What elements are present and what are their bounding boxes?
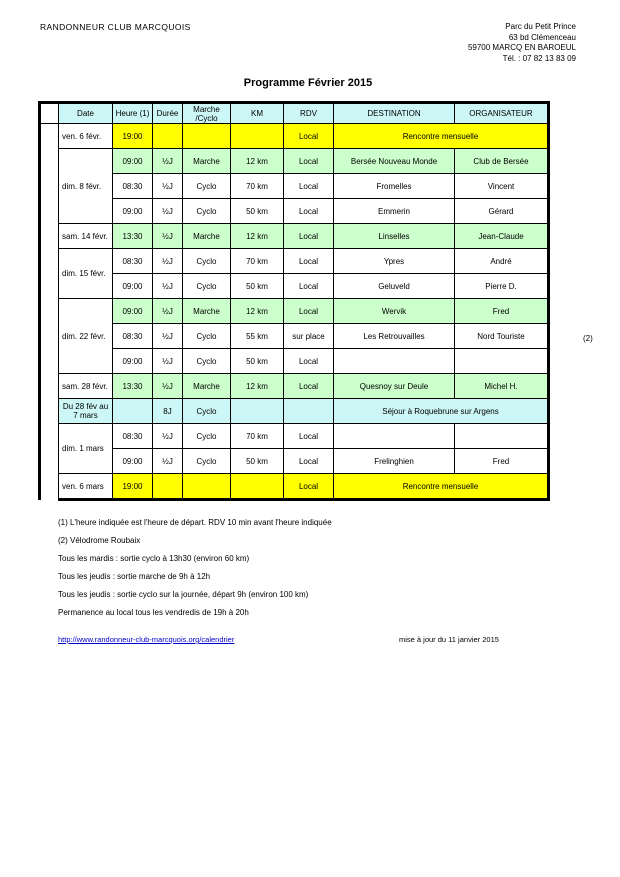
organisateur-cell: Nord Touriste — [455, 324, 549, 349]
program-table — [38, 101, 550, 501]
rdv-cell: Local — [284, 124, 334, 149]
organisateur-cell — [455, 424, 549, 449]
destination-cell: Linselles — [334, 224, 455, 249]
event-cell: Rencontre mensuelle — [334, 474, 549, 500]
destination-cell: Bersée Nouveau Monde — [334, 149, 455, 174]
organisateur-cell: Club de Bersée — [455, 149, 549, 174]
km-cell: 12 km — [231, 149, 284, 174]
duree-cell: ½J — [153, 174, 183, 199]
date-cell: dim. 8 févr. — [59, 149, 113, 224]
col-header-heure: Heure (1) — [113, 103, 153, 124]
table-row — [40, 449, 549, 474]
date-cell: ven. 6 mars — [59, 474, 113, 500]
table-row — [40, 324, 549, 349]
col-header-type: Marche /Cyclo — [183, 103, 231, 124]
date-cell: Du 28 fév au 7 mars — [59, 399, 113, 424]
table-row — [40, 249, 549, 274]
heure-cell: 19:00 — [113, 474, 153, 500]
note-line: Tous les mardis : sortie cyclo à 13h30 (environ 60 km) — [58, 554, 250, 563]
address-line: 59700 MARCQ EN BAROEUL — [467, 43, 576, 53]
address-line: 63 bd Clémenceau — [508, 32, 576, 42]
address-line: Parc du Petit Prince — [505, 22, 576, 31]
rdv-cell: Local — [284, 374, 334, 399]
note-line: (2) Vélodrome Roubaix — [58, 536, 141, 545]
rdv-cell: sur place — [284, 324, 334, 349]
col-header-destination: DESTINATION — [334, 103, 455, 124]
table-row — [40, 224, 549, 249]
table-row — [40, 149, 549, 174]
table-row — [40, 474, 549, 500]
duree-cell: ½J — [153, 324, 183, 349]
row-gutter — [40, 124, 59, 500]
heure-cell: 13:30 — [113, 224, 153, 249]
km-cell: 12 km — [231, 299, 284, 324]
side-note-mark: (2) — [583, 334, 593, 343]
heure-cell: 08:30 — [113, 324, 153, 349]
col-header-duree: Durée — [153, 103, 183, 124]
duree-cell: ½J — [153, 424, 183, 449]
heure-cell: 09:00 — [113, 349, 153, 374]
heure-cell: 09:00 — [113, 299, 153, 324]
duree-cell: ½J — [153, 349, 183, 374]
heure-cell: 08:30 — [113, 424, 153, 449]
table-row — [40, 199, 549, 224]
rdv-cell: Local — [284, 474, 334, 500]
table-row — [40, 274, 549, 299]
destination-cell: Emmerin — [334, 199, 455, 224]
table-row — [40, 349, 549, 374]
destination-cell: Ypres — [334, 249, 455, 274]
col-header-km: KM — [231, 103, 284, 124]
km-cell — [231, 399, 284, 424]
type-cell: Cyclo — [183, 449, 231, 474]
rdv-cell: Local — [284, 199, 334, 224]
col-header-date: Date — [59, 103, 113, 124]
km-cell: 50 km — [231, 349, 284, 374]
heure-cell: 09:00 — [113, 199, 153, 224]
rdv-cell: Local — [284, 299, 334, 324]
duree-cell: ½J — [153, 249, 183, 274]
destination-cell: Frelinghien — [334, 449, 455, 474]
table-row — [40, 424, 549, 449]
type-cell: Cyclo — [183, 324, 231, 349]
rdv-cell: Local — [284, 449, 334, 474]
destination-cell — [334, 349, 455, 374]
heure-cell: 09:00 — [113, 149, 153, 174]
km-cell: 50 km — [231, 199, 284, 224]
table-row — [40, 374, 549, 399]
date-cell: sam. 28 févr. — [59, 374, 113, 399]
duree-cell: ½J — [153, 224, 183, 249]
rdv-cell: Local — [284, 149, 334, 174]
km-cell: 50 km — [231, 449, 284, 474]
page-title: Programme Février 2015 — [243, 77, 373, 89]
table-row — [40, 399, 549, 424]
note-line: Permanence au local tous les vendredis de 19h à 20h — [58, 608, 249, 617]
table-corner — [40, 103, 59, 124]
destination-cell: Séjour à Roquebrune sur Argens — [334, 399, 549, 424]
destination-cell: Les Retrouvailles — [334, 324, 455, 349]
type-cell: Cyclo — [183, 199, 231, 224]
type-cell: Cyclo — [183, 424, 231, 449]
km-cell: 70 km — [231, 424, 284, 449]
km-cell: 12 km — [231, 224, 284, 249]
heure-cell: 08:30 — [113, 174, 153, 199]
heure-cell — [113, 399, 153, 424]
date-cell: dim. 1 mars — [59, 424, 113, 474]
destination-cell: Fromelles — [334, 174, 455, 199]
rdv-cell — [284, 399, 334, 424]
duree-cell — [153, 474, 183, 500]
rdv-cell: Local — [284, 224, 334, 249]
club-address — [468, 22, 576, 64]
destination-cell — [334, 424, 455, 449]
type-cell — [183, 474, 231, 500]
club-name: RANDONNEUR CLUB MARCQUOIS — [40, 22, 191, 32]
duree-cell: ½J — [153, 149, 183, 174]
heure-cell: 09:00 — [113, 449, 153, 474]
organisateur-cell: Gérard — [455, 199, 549, 224]
col-header-rdv: RDV — [284, 103, 334, 124]
note-line: (1) L'heure indiquée est l'heure de départ. RDV 10 min avant l'heure indiquée — [58, 518, 332, 527]
calendar-link[interactable]: http://www.randonneur-club-marcquois.org/calendrier — [58, 635, 235, 644]
date-cell: dim. 22 févr. — [59, 299, 113, 374]
type-cell: Cyclo — [183, 274, 231, 299]
duree-cell: ½J — [153, 299, 183, 324]
duree-cell: ½J — [153, 274, 183, 299]
km-cell: 55 km — [231, 324, 284, 349]
heure-cell: 13:30 — [113, 374, 153, 399]
type-cell: Marche — [183, 374, 231, 399]
organisateur-cell: André — [455, 249, 549, 274]
type-cell: Cyclo — [183, 174, 231, 199]
type-cell: Cyclo — [183, 249, 231, 274]
km-cell: 12 km — [231, 374, 284, 399]
table-row — [40, 124, 549, 149]
km-cell — [231, 474, 284, 500]
km-cell: 50 km — [231, 274, 284, 299]
type-cell: Marche — [183, 149, 231, 174]
organisateur-cell: Vincent — [455, 174, 549, 199]
date-cell: ven. 6 févr. — [59, 124, 113, 149]
organisateur-cell: Fred — [455, 449, 549, 474]
heure-cell: 19:00 — [113, 124, 153, 149]
update-date: mise à jour du 11 janvier 2015 — [399, 635, 499, 644]
notes-section — [58, 518, 332, 626]
event-cell: Rencontre mensuelle — [334, 124, 549, 149]
duree-cell — [153, 124, 183, 149]
destination-cell: Quesnoy sur Deule — [334, 374, 455, 399]
date-cell: dim. 15 févr. — [59, 249, 113, 299]
rdv-cell: Local — [284, 249, 334, 274]
duree-cell: ½J — [153, 374, 183, 399]
duree-cell: ½J — [153, 449, 183, 474]
heure-cell: 09:00 — [113, 274, 153, 299]
duree-cell: ½J — [153, 199, 183, 224]
note-line: Tous les jeudis : sortie cyclo sur la journée, départ 9h (environ 100 km) — [58, 590, 309, 599]
table-row — [40, 299, 549, 324]
table-row — [40, 174, 549, 199]
destination-cell: Wervik — [334, 299, 455, 324]
organisateur-cell: Michel H. — [455, 374, 549, 399]
type-cell: Marche — [183, 224, 231, 249]
rdv-cell: Local — [284, 349, 334, 374]
type-cell — [183, 124, 231, 149]
organisateur-cell: Jean-Claude — [455, 224, 549, 249]
organisateur-cell: Pierre D. — [455, 274, 549, 299]
organisateur-cell: Fred — [455, 299, 549, 324]
rdv-cell: Local — [284, 274, 334, 299]
destination-cell: Geluveld — [334, 274, 455, 299]
col-header-organisateur: ORGANISATEUR — [455, 103, 549, 124]
organisateur-cell — [455, 349, 549, 374]
km-cell: 70 km — [231, 249, 284, 274]
type-cell: Cyclo — [183, 399, 231, 424]
rdv-cell: Local — [284, 174, 334, 199]
km-cell — [231, 124, 284, 149]
km-cell: 70 km — [231, 174, 284, 199]
heure-cell: 08:30 — [113, 249, 153, 274]
address-phone: Tél. : 07 82 13 83 09 — [502, 53, 576, 63]
note-line: Tous les jeudis : sortie marche de 9h à 12h — [58, 572, 211, 581]
type-cell: Marche — [183, 299, 231, 324]
rdv-cell: Local — [284, 424, 334, 449]
duree-cell: 8J — [153, 399, 183, 424]
type-cell: Cyclo — [183, 349, 231, 374]
date-cell: sam. 14 févr. — [59, 224, 113, 249]
